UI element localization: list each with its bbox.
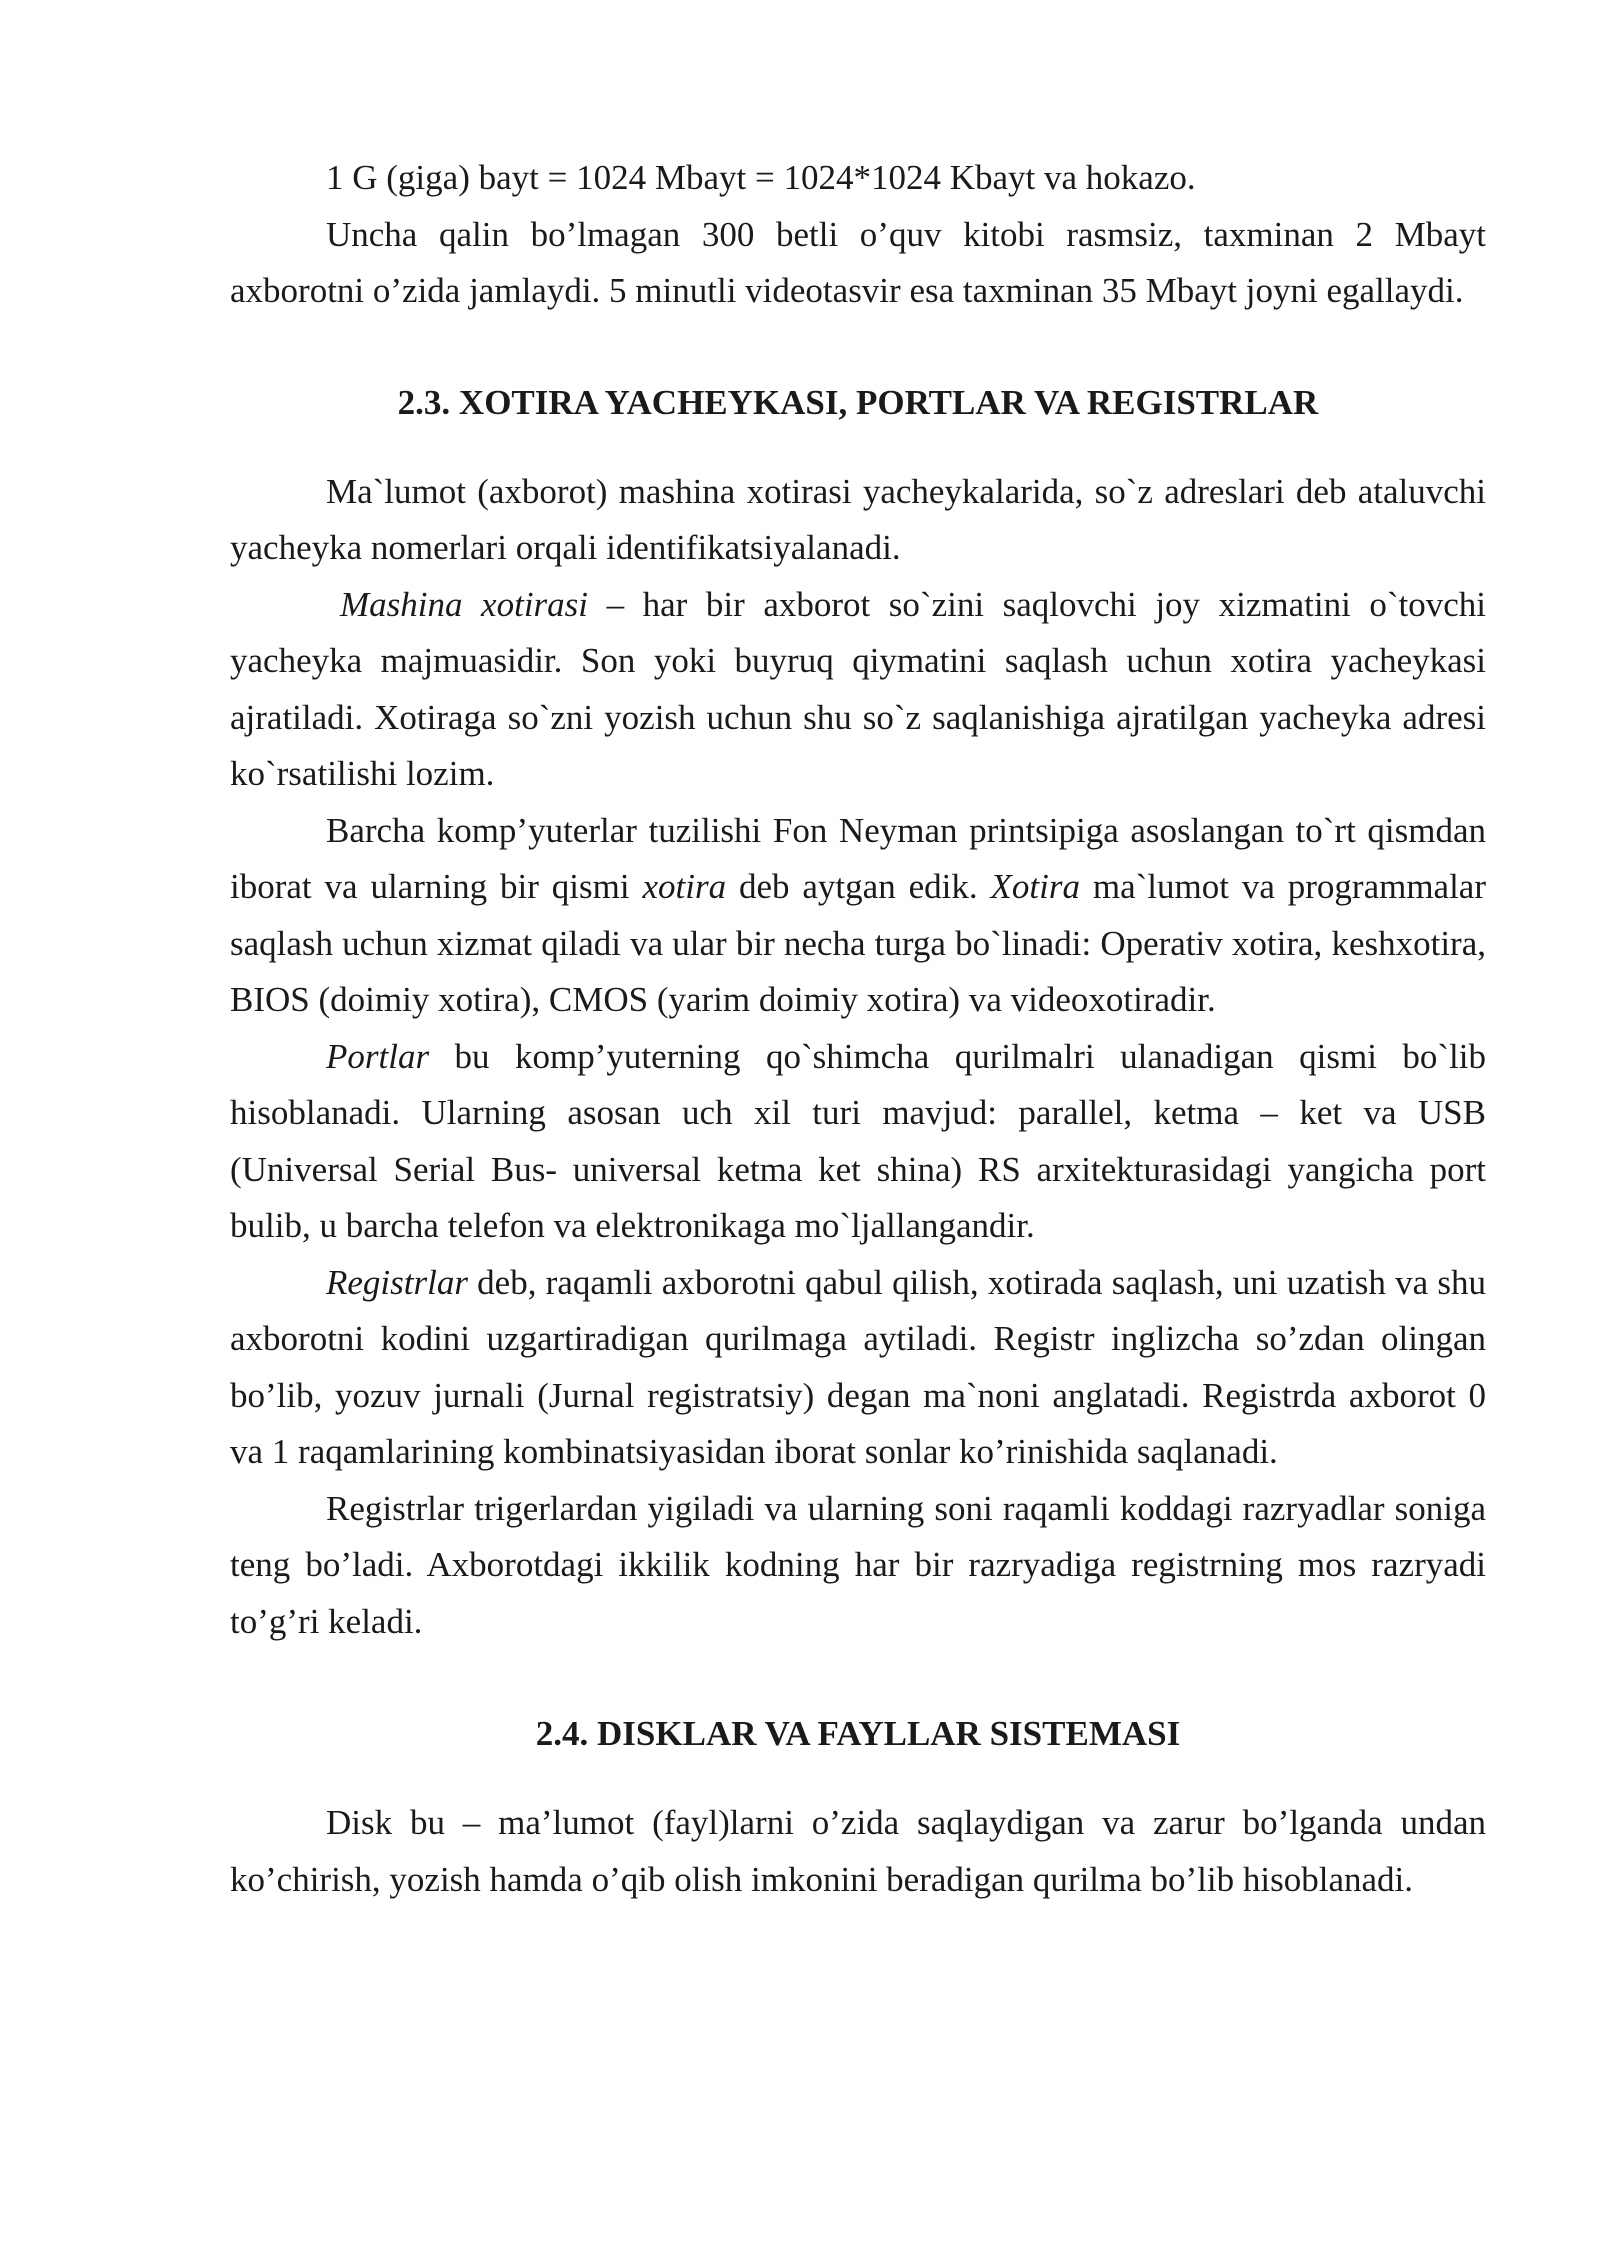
term-machine-memory: Mashina xotirasi xyxy=(340,584,589,624)
paragraph-machine-memory xyxy=(230,577,1486,803)
paragraph-von-neumann-text-a: Barcha komp’yuterlar tuzilishi Fon Neyman printsipiga asoslangan to`rt qismdan iborat va ularning bir qismi xyxy=(230,810,1486,906)
term-xotira: xotira xyxy=(642,867,727,906)
paragraph-registers-text: deb, raqamli axborotni qabul qilish, xotirada saqlash, uni uzatish va shu axborotni kodini uzgartiradigan qurilmaga aytiladi. Registr inglizcha so’zdan olingan bo’lib, yozuv jurnali (Jurnal registratsiy) degan ma`noni anglatadi. Registrda axborot 0 va 1 raqamlarining kombinatsiyasidan iborat sonlar ko’rinishida saqlanadi. xyxy=(230,1262,1486,1471)
document-page xyxy=(230,150,1486,1908)
term-portlar: Portlar xyxy=(326,1036,430,1076)
paragraph-registers xyxy=(230,1255,1486,1481)
intro-paragraph-book-size: Uncha qalin bo’lmagan 300 betli o’quv kitobi rasmsiz, taxminan 2 Mbayt axborotni o’zida jamlaydi. 5 minutli videotasvir esa taxminan 35 Mbayt joyni egallaydi. xyxy=(230,214,1486,310)
term-xotira-capital: Xotira xyxy=(990,867,1080,906)
paragraph-triggers: Registrlar trigerlardan yigiladi va ularning soni raqamli koddagi razryadlar soniga teng bo’ladi. Axborotdagi ikkilik kodning har bir razryadiga registrning mos razryadi to’g’ri keladi. xyxy=(230,1488,1486,1641)
paragraph-disk-definition: Disk bu – ma’lumot (fayl)larni o’zida saqlaydigan va zarur bo’lganda undan ko’chirish, yozish hamda o’qib olish imkonini beradigan qurilma bo’lib hisoblanadi. xyxy=(230,1803,1486,1899)
term-registrlar: Registrlar xyxy=(326,1262,468,1302)
paragraph-ports xyxy=(230,1029,1486,1255)
paragraph-ports-text: bu komp’yuterning qo`shimcha qurilmalri ulanadigan qismi bo`lib hisoblanadi. Ularning asosan uch xil turi mavjud: parallel, ketma – ket va USB (Universal Serial Bus- universal ketma ket shina) RS arxitekturasidagi yangicha port bulib, u barcha telefon va elektronikaga mo`ljallangandir. xyxy=(230,1036,1486,1245)
section-heading-2-3: 2.3. XOTIRA YACHEYKASI, PORTLAR VA REGISTRLAR xyxy=(397,382,1319,422)
section-heading-2-4: 2.4. DISKLAR VA FAYLLAR SISTEMASI xyxy=(535,1714,1181,1753)
intro-line-giga: 1 G (giga) bayt = 1024 Mbayt = 1024*1024 Kbayt va hokazo. xyxy=(326,158,1196,197)
paragraph-memory-addressing: Ma`lumot (axborot) mashina xotirasi yacheykalarida, so`z adreslari deb ataluvchi yacheyka nomerlari orqali identifikatsiyalanadi. xyxy=(230,471,1486,567)
paragraph-von-neumann xyxy=(230,803,1486,1029)
paragraph-machine-memory-text: – har bir axborot so`zini saqlovchi joy xizmatini o`tovchi yacheyka majmuasidir. Son yoki buyruq qiymatini saqlash uchun xotira yacheykasi ajratiladi. Xotiraga so`zni yozish uchun shu so`z saqlanishiga ajratilgan yacheyka adresi ko`rsatilishi lozim. xyxy=(230,584,1486,793)
paragraph-von-neumann-text-c: ma`lumot va programmalar saqlash uchun xizmat qiladi va ular bir necha turga bo`linadi: Operativ xotira, keshxotira, BIOS (doimiy xotira), CMOS (yarim doimiy xotira) va videoxotiradir. xyxy=(230,867,1486,1019)
paragraph-von-neumann-text-b: deb aytgan edik. xyxy=(726,867,991,906)
